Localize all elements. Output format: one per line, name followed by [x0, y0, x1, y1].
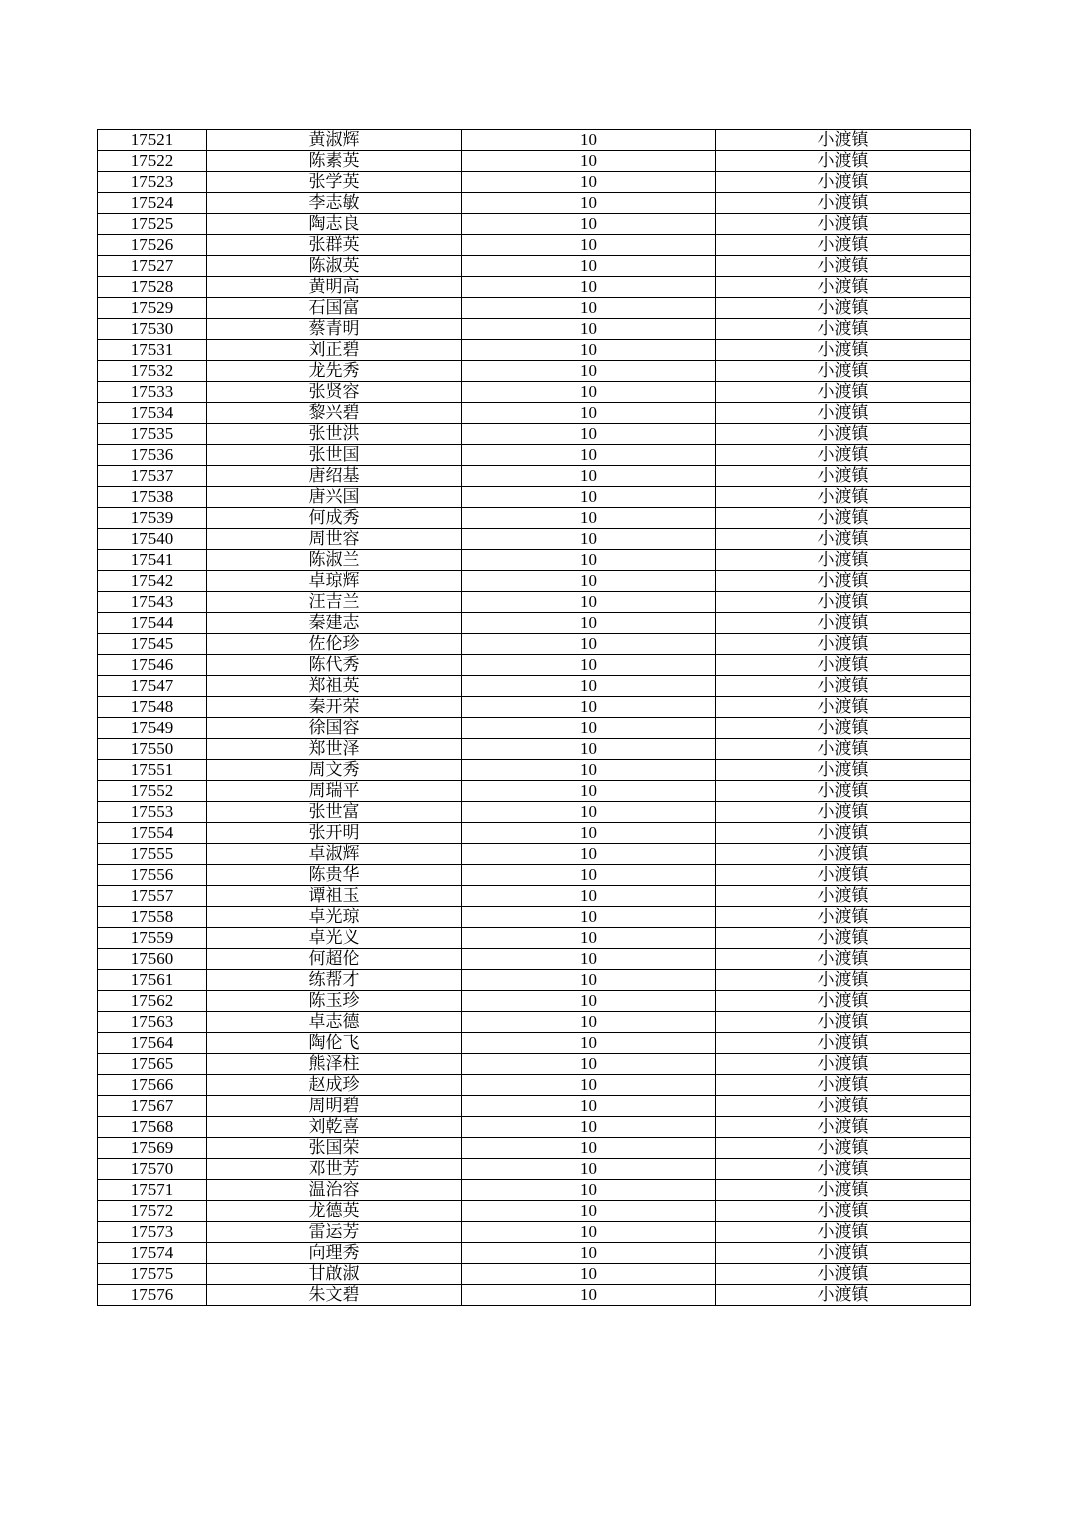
- cell-name: 卓光琼: [207, 907, 462, 928]
- cell-amount: 10: [462, 718, 716, 739]
- cell-town: 小渡镇: [716, 1222, 971, 1243]
- cell-town: 小渡镇: [716, 1117, 971, 1138]
- cell-name: 郑世泽: [207, 739, 462, 760]
- cell-name: 石国富: [207, 298, 462, 319]
- cell-amount: 10: [462, 949, 716, 970]
- cell-town: 小渡镇: [716, 1243, 971, 1264]
- table-row: [98, 1222, 971, 1243]
- cell-amount: 10: [462, 1285, 716, 1306]
- cell-town: 小渡镇: [716, 760, 971, 781]
- cell-amount: 10: [462, 1201, 716, 1222]
- cell-town: 小渡镇: [716, 634, 971, 655]
- cell-name: 郑祖英: [207, 676, 462, 697]
- cell-name: 唐绍基: [207, 466, 462, 487]
- table-row: [98, 1201, 971, 1222]
- cell-town: 小渡镇: [716, 319, 971, 340]
- cell-name: 何成秀: [207, 508, 462, 529]
- cell-name: 卓志德: [207, 1012, 462, 1033]
- table-row: [98, 655, 971, 676]
- cell-id: 17524: [98, 193, 207, 214]
- cell-id: 17570: [98, 1159, 207, 1180]
- cell-name: 陈素英: [207, 151, 462, 172]
- cell-amount: 10: [462, 1096, 716, 1117]
- cell-name: 周瑞平: [207, 781, 462, 802]
- cell-name: 陈玉珍: [207, 991, 462, 1012]
- cell-id: 17569: [98, 1138, 207, 1159]
- cell-id: 17560: [98, 949, 207, 970]
- table-row: [98, 298, 971, 319]
- table-row: [98, 1138, 971, 1159]
- cell-name: 朱文碧: [207, 1285, 462, 1306]
- cell-name: 刘正碧: [207, 340, 462, 361]
- table-row: [98, 970, 971, 991]
- cell-id: 17562: [98, 991, 207, 1012]
- cell-amount: 10: [462, 613, 716, 634]
- cell-id: 17537: [98, 466, 207, 487]
- table-row: [98, 382, 971, 403]
- cell-town: 小渡镇: [716, 886, 971, 907]
- table-row: [98, 1159, 971, 1180]
- cell-amount: 10: [462, 445, 716, 466]
- table-row: [98, 865, 971, 886]
- table-row: [98, 571, 971, 592]
- table-row: [98, 151, 971, 172]
- cell-amount: 10: [462, 550, 716, 571]
- cell-amount: 10: [462, 781, 716, 802]
- cell-id: 17521: [98, 130, 207, 151]
- cell-id: 17534: [98, 403, 207, 424]
- table-row: [98, 1264, 971, 1285]
- cell-name: 张群英: [207, 235, 462, 256]
- cell-town: 小渡镇: [716, 655, 971, 676]
- cell-id: 17551: [98, 760, 207, 781]
- cell-name: 张世国: [207, 445, 462, 466]
- cell-amount: 10: [462, 319, 716, 340]
- cell-town: 小渡镇: [716, 1138, 971, 1159]
- cell-id: 17526: [98, 235, 207, 256]
- cell-id: 17541: [98, 550, 207, 571]
- cell-amount: 10: [462, 1222, 716, 1243]
- cell-town: 小渡镇: [716, 1180, 971, 1201]
- cell-id: 17563: [98, 1012, 207, 1033]
- cell-id: 17528: [98, 277, 207, 298]
- cell-name: 张开明: [207, 823, 462, 844]
- table-row: [98, 1012, 971, 1033]
- cell-id: 17566: [98, 1075, 207, 1096]
- cell-amount: 10: [462, 1264, 716, 1285]
- cell-town: 小渡镇: [716, 424, 971, 445]
- table-row: [98, 802, 971, 823]
- cell-name: 温治容: [207, 1180, 462, 1201]
- table-row: [98, 277, 971, 298]
- cell-id: 17552: [98, 781, 207, 802]
- cell-amount: 10: [462, 172, 716, 193]
- table-row: [98, 844, 971, 865]
- cell-town: 小渡镇: [716, 613, 971, 634]
- cell-amount: 10: [462, 970, 716, 991]
- table-row: [98, 739, 971, 760]
- cell-name: 张贤容: [207, 382, 462, 403]
- cell-name: 向理秀: [207, 1243, 462, 1264]
- cell-town: 小渡镇: [716, 739, 971, 760]
- cell-amount: 10: [462, 760, 716, 781]
- cell-id: 17527: [98, 256, 207, 277]
- cell-amount: 10: [462, 130, 716, 151]
- cell-town: 小渡镇: [716, 1075, 971, 1096]
- cell-town: 小渡镇: [716, 592, 971, 613]
- cell-town: 小渡镇: [716, 991, 971, 1012]
- cell-amount: 10: [462, 907, 716, 928]
- cell-town: 小渡镇: [716, 949, 971, 970]
- cell-amount: 10: [462, 340, 716, 361]
- cell-id: 17538: [98, 487, 207, 508]
- cell-name: 黄明高: [207, 277, 462, 298]
- cell-amount: 10: [462, 739, 716, 760]
- table-row: [98, 907, 971, 928]
- table-row: [98, 130, 971, 151]
- cell-name: 练帮才: [207, 970, 462, 991]
- cell-name: 陈贵华: [207, 865, 462, 886]
- cell-amount: 10: [462, 571, 716, 592]
- table-row: [98, 361, 971, 382]
- cell-name: 龙德英: [207, 1201, 462, 1222]
- cell-amount: 10: [462, 424, 716, 445]
- cell-name: 赵成珍: [207, 1075, 462, 1096]
- table-row: [98, 886, 971, 907]
- cell-id: 17556: [98, 865, 207, 886]
- cell-id: 17565: [98, 1054, 207, 1075]
- cell-town: 小渡镇: [716, 277, 971, 298]
- cell-id: 17571: [98, 1180, 207, 1201]
- cell-name: 黎兴碧: [207, 403, 462, 424]
- cell-name: 周明碧: [207, 1096, 462, 1117]
- table-row: [98, 991, 971, 1012]
- cell-town: 小渡镇: [716, 193, 971, 214]
- cell-id: 17525: [98, 214, 207, 235]
- cell-town: 小渡镇: [716, 445, 971, 466]
- cell-amount: 10: [462, 697, 716, 718]
- cell-id: 17535: [98, 424, 207, 445]
- table-row: [98, 1243, 971, 1264]
- cell-name: 张世富: [207, 802, 462, 823]
- cell-name: 熊泽柱: [207, 1054, 462, 1075]
- cell-name: 卓淑辉: [207, 844, 462, 865]
- cell-name: 张世洪: [207, 424, 462, 445]
- cell-town: 小渡镇: [716, 172, 971, 193]
- cell-town: 小渡镇: [716, 928, 971, 949]
- table-row: [98, 529, 971, 550]
- table-row: [98, 424, 971, 445]
- cell-id: 17546: [98, 655, 207, 676]
- table-row: [98, 550, 971, 571]
- cell-town: 小渡镇: [716, 823, 971, 844]
- cell-id: 17542: [98, 571, 207, 592]
- table-row: [98, 1117, 971, 1138]
- cell-amount: 10: [462, 193, 716, 214]
- data-table: [97, 129, 971, 1306]
- cell-town: 小渡镇: [716, 676, 971, 697]
- table-row: [98, 1054, 971, 1075]
- cell-amount: 10: [462, 676, 716, 697]
- cell-amount: 10: [462, 634, 716, 655]
- cell-id: 17544: [98, 613, 207, 634]
- table-row: [98, 172, 971, 193]
- table-row: [98, 1075, 971, 1096]
- cell-name: 徐国容: [207, 718, 462, 739]
- cell-name: 陈淑英: [207, 256, 462, 277]
- cell-id: 17559: [98, 928, 207, 949]
- table-row: [98, 823, 971, 844]
- cell-name: 唐兴国: [207, 487, 462, 508]
- table-row: [98, 1096, 971, 1117]
- table-row: [98, 214, 971, 235]
- table-body: [98, 130, 971, 1306]
- cell-town: 小渡镇: [716, 1285, 971, 1306]
- cell-town: 小渡镇: [716, 151, 971, 172]
- table-row: [98, 235, 971, 256]
- table-row: [98, 613, 971, 634]
- cell-name: 龙先秀: [207, 361, 462, 382]
- cell-name: 刘乾喜: [207, 1117, 462, 1138]
- cell-amount: 10: [462, 991, 716, 1012]
- cell-town: 小渡镇: [716, 802, 971, 823]
- cell-amount: 10: [462, 403, 716, 424]
- table-row: [98, 466, 971, 487]
- cell-name: 谭祖玉: [207, 886, 462, 907]
- table-row: [98, 676, 971, 697]
- cell-id: 17557: [98, 886, 207, 907]
- table-row: [98, 718, 971, 739]
- cell-name: 陈代秀: [207, 655, 462, 676]
- cell-name: 陈淑兰: [207, 550, 462, 571]
- cell-town: 小渡镇: [716, 487, 971, 508]
- cell-town: 小渡镇: [716, 340, 971, 361]
- cell-id: 17540: [98, 529, 207, 550]
- cell-name: 周世容: [207, 529, 462, 550]
- cell-amount: 10: [462, 487, 716, 508]
- table-row: [98, 634, 971, 655]
- cell-town: 小渡镇: [716, 1096, 971, 1117]
- cell-id: 17558: [98, 907, 207, 928]
- cell-id: 17568: [98, 1117, 207, 1138]
- table-row: [98, 949, 971, 970]
- cell-town: 小渡镇: [716, 529, 971, 550]
- cell-id: 17533: [98, 382, 207, 403]
- cell-id: 17545: [98, 634, 207, 655]
- cell-name: 黄淑辉: [207, 130, 462, 151]
- cell-name: 蔡青明: [207, 319, 462, 340]
- cell-id: 17567: [98, 1096, 207, 1117]
- cell-name: 李志敏: [207, 193, 462, 214]
- cell-amount: 10: [462, 1138, 716, 1159]
- cell-town: 小渡镇: [716, 571, 971, 592]
- cell-amount: 10: [462, 1012, 716, 1033]
- cell-town: 小渡镇: [716, 907, 971, 928]
- table-row: [98, 928, 971, 949]
- cell-id: 17550: [98, 739, 207, 760]
- table-row: [98, 445, 971, 466]
- cell-name: 卓琼辉: [207, 571, 462, 592]
- cell-town: 小渡镇: [716, 1159, 971, 1180]
- cell-name: 张国荣: [207, 1138, 462, 1159]
- cell-amount: 10: [462, 361, 716, 382]
- cell-amount: 10: [462, 928, 716, 949]
- cell-name: 秦开荣: [207, 697, 462, 718]
- cell-id: 17564: [98, 1033, 207, 1054]
- cell-amount: 10: [462, 1075, 716, 1096]
- cell-id: 17553: [98, 802, 207, 823]
- cell-town: 小渡镇: [716, 298, 971, 319]
- cell-amount: 10: [462, 508, 716, 529]
- cell-amount: 10: [462, 886, 716, 907]
- cell-amount: 10: [462, 655, 716, 676]
- cell-town: 小渡镇: [716, 508, 971, 529]
- cell-id: 17529: [98, 298, 207, 319]
- cell-amount: 10: [462, 1054, 716, 1075]
- cell-id: 17549: [98, 718, 207, 739]
- cell-name: 张学英: [207, 172, 462, 193]
- cell-town: 小渡镇: [716, 361, 971, 382]
- cell-amount: 10: [462, 1159, 716, 1180]
- cell-id: 17547: [98, 676, 207, 697]
- table-row: [98, 256, 971, 277]
- cell-id: 17523: [98, 172, 207, 193]
- cell-id: 17530: [98, 319, 207, 340]
- cell-id: 17561: [98, 970, 207, 991]
- cell-amount: 10: [462, 823, 716, 844]
- cell-town: 小渡镇: [716, 844, 971, 865]
- cell-town: 小渡镇: [716, 403, 971, 424]
- cell-town: 小渡镇: [716, 130, 971, 151]
- cell-town: 小渡镇: [716, 781, 971, 802]
- cell-name: 雷运芳: [207, 1222, 462, 1243]
- cell-id: 17531: [98, 340, 207, 361]
- cell-town: 小渡镇: [716, 1201, 971, 1222]
- cell-amount: 10: [462, 844, 716, 865]
- cell-town: 小渡镇: [716, 214, 971, 235]
- cell-name: 周文秀: [207, 760, 462, 781]
- cell-town: 小渡镇: [716, 1012, 971, 1033]
- cell-id: 17543: [98, 592, 207, 613]
- cell-name: 邓世芳: [207, 1159, 462, 1180]
- cell-amount: 10: [462, 1243, 716, 1264]
- cell-name: 陶伦飞: [207, 1033, 462, 1054]
- cell-town: 小渡镇: [716, 1033, 971, 1054]
- cell-id: 17554: [98, 823, 207, 844]
- cell-id: 17532: [98, 361, 207, 382]
- cell-name: 佐伦珍: [207, 634, 462, 655]
- cell-id: 17555: [98, 844, 207, 865]
- table-row: [98, 1033, 971, 1054]
- cell-amount: 10: [462, 592, 716, 613]
- table-row: [98, 592, 971, 613]
- cell-id: 17539: [98, 508, 207, 529]
- table-row: [98, 508, 971, 529]
- cell-name: 甘啟淑: [207, 1264, 462, 1285]
- cell-id: 17536: [98, 445, 207, 466]
- cell-name: 秦建志: [207, 613, 462, 634]
- cell-id: 17576: [98, 1285, 207, 1306]
- cell-town: 小渡镇: [716, 697, 971, 718]
- cell-id: 17548: [98, 697, 207, 718]
- cell-town: 小渡镇: [716, 865, 971, 886]
- cell-id: 17572: [98, 1201, 207, 1222]
- cell-town: 小渡镇: [716, 1054, 971, 1075]
- table-row: [98, 760, 971, 781]
- table-row: [98, 1180, 971, 1201]
- cell-town: 小渡镇: [716, 466, 971, 487]
- cell-amount: 10: [462, 298, 716, 319]
- cell-name: 卓光义: [207, 928, 462, 949]
- cell-amount: 10: [462, 1117, 716, 1138]
- table-row: [98, 319, 971, 340]
- cell-town: 小渡镇: [716, 1264, 971, 1285]
- cell-id: 17574: [98, 1243, 207, 1264]
- cell-id: 17575: [98, 1264, 207, 1285]
- table-row: [98, 193, 971, 214]
- cell-name: 汪吉兰: [207, 592, 462, 613]
- cell-amount: 10: [462, 802, 716, 823]
- cell-amount: 10: [462, 1033, 716, 1054]
- cell-amount: 10: [462, 529, 716, 550]
- cell-amount: 10: [462, 256, 716, 277]
- table-row: [98, 487, 971, 508]
- cell-amount: 10: [462, 277, 716, 298]
- table-row: [98, 781, 971, 802]
- cell-amount: 10: [462, 214, 716, 235]
- cell-town: 小渡镇: [716, 550, 971, 571]
- cell-town: 小渡镇: [716, 718, 971, 739]
- cell-id: 17573: [98, 1222, 207, 1243]
- table-row: [98, 1285, 971, 1306]
- cell-name: 何超伦: [207, 949, 462, 970]
- cell-amount: 10: [462, 235, 716, 256]
- cell-town: 小渡镇: [716, 970, 971, 991]
- table-row: [98, 697, 971, 718]
- cell-town: 小渡镇: [716, 382, 971, 403]
- cell-amount: 10: [462, 466, 716, 487]
- cell-town: 小渡镇: [716, 256, 971, 277]
- cell-amount: 10: [462, 1180, 716, 1201]
- cell-amount: 10: [462, 382, 716, 403]
- cell-amount: 10: [462, 151, 716, 172]
- cell-amount: 10: [462, 865, 716, 886]
- cell-town: 小渡镇: [716, 235, 971, 256]
- cell-id: 17522: [98, 151, 207, 172]
- table-row: [98, 340, 971, 361]
- cell-name: 陶志良: [207, 214, 462, 235]
- table-row: [98, 403, 971, 424]
